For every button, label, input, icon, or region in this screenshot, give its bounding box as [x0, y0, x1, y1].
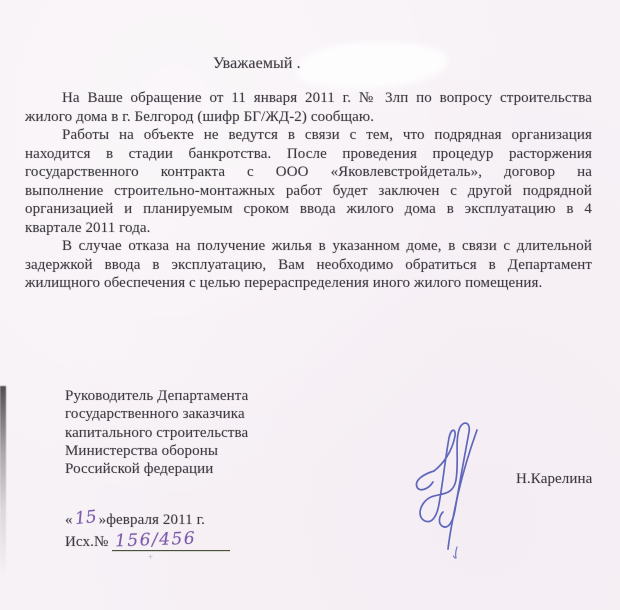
- body-line: государственного контракта с ООО «Яковлевстройдеталь», договор на: [25, 164, 592, 181]
- pen-tick-mark: [451, 546, 461, 560]
- signer-name: Н.Карелина: [516, 471, 593, 487]
- scan-edge-shadow: [0, 386, 6, 576]
- redaction-patch: [295, 39, 449, 90]
- body-line: находится в стадии банкротства. После проведения процедур расторжения: [25, 145, 592, 162]
- month-year: февраля 2011 г.: [106, 512, 206, 528]
- body-line: квартале 2011 года.: [25, 219, 151, 236]
- signer-title-line: капитального строительства: [65, 424, 249, 441]
- signature-scribble: [398, 408, 503, 553]
- body-line: Работы на объекте не ведутся в связи с тем, что подрядная организация: [62, 127, 592, 144]
- stray-mark: +: [148, 552, 154, 562]
- signer-title-line: Российской федерации: [65, 461, 214, 478]
- body-line: организацией и планируемым сроком ввода жилого дома в эксплуатацию в 4: [25, 201, 592, 218]
- handwritten-day: 15: [73, 506, 98, 530]
- letter-body: [25, 89, 592, 293]
- body-line: В случае отказа на получение жилья в указанном доме, в связи с длительной: [62, 238, 592, 255]
- outgoing-label: Исх.№: [65, 534, 109, 550]
- outgoing-number-line: [65, 528, 230, 552]
- signer-title-line: Руководитель Департамента: [65, 388, 249, 404]
- signer-title-line: государственного заказчика: [65, 406, 245, 423]
- handwritten-outgoing-number: 156/456: [115, 528, 197, 552]
- open-quote: «: [65, 512, 73, 528]
- body-line: выполнение строительно-монтажных работ будет заключен с другой подрядной: [25, 182, 592, 199]
- date-line: [65, 506, 206, 530]
- greeting-line: Уважаемый .: [213, 55, 301, 72]
- outgoing-number-underline: [112, 528, 230, 552]
- body-line: На Ваше обращение от 11 января 2011 г. № 3лп по вопросу строительства: [62, 90, 592, 106]
- body-line: жилого дома в г. Белгород (шифр БГ/ЖД-2) сообщаю.: [25, 108, 375, 125]
- signer-title-block: [65, 387, 248, 478]
- signer-title-line: Министерства обороны: [65, 442, 219, 459]
- body-line: жилищного обеспечения с целью перераспределения иного жилого помещения.: [25, 275, 543, 292]
- body-line: задержкой ввода в эксплуатацию, Вам необходимо обратиться в Департамент: [25, 256, 592, 273]
- close-quote: »: [98, 512, 107, 528]
